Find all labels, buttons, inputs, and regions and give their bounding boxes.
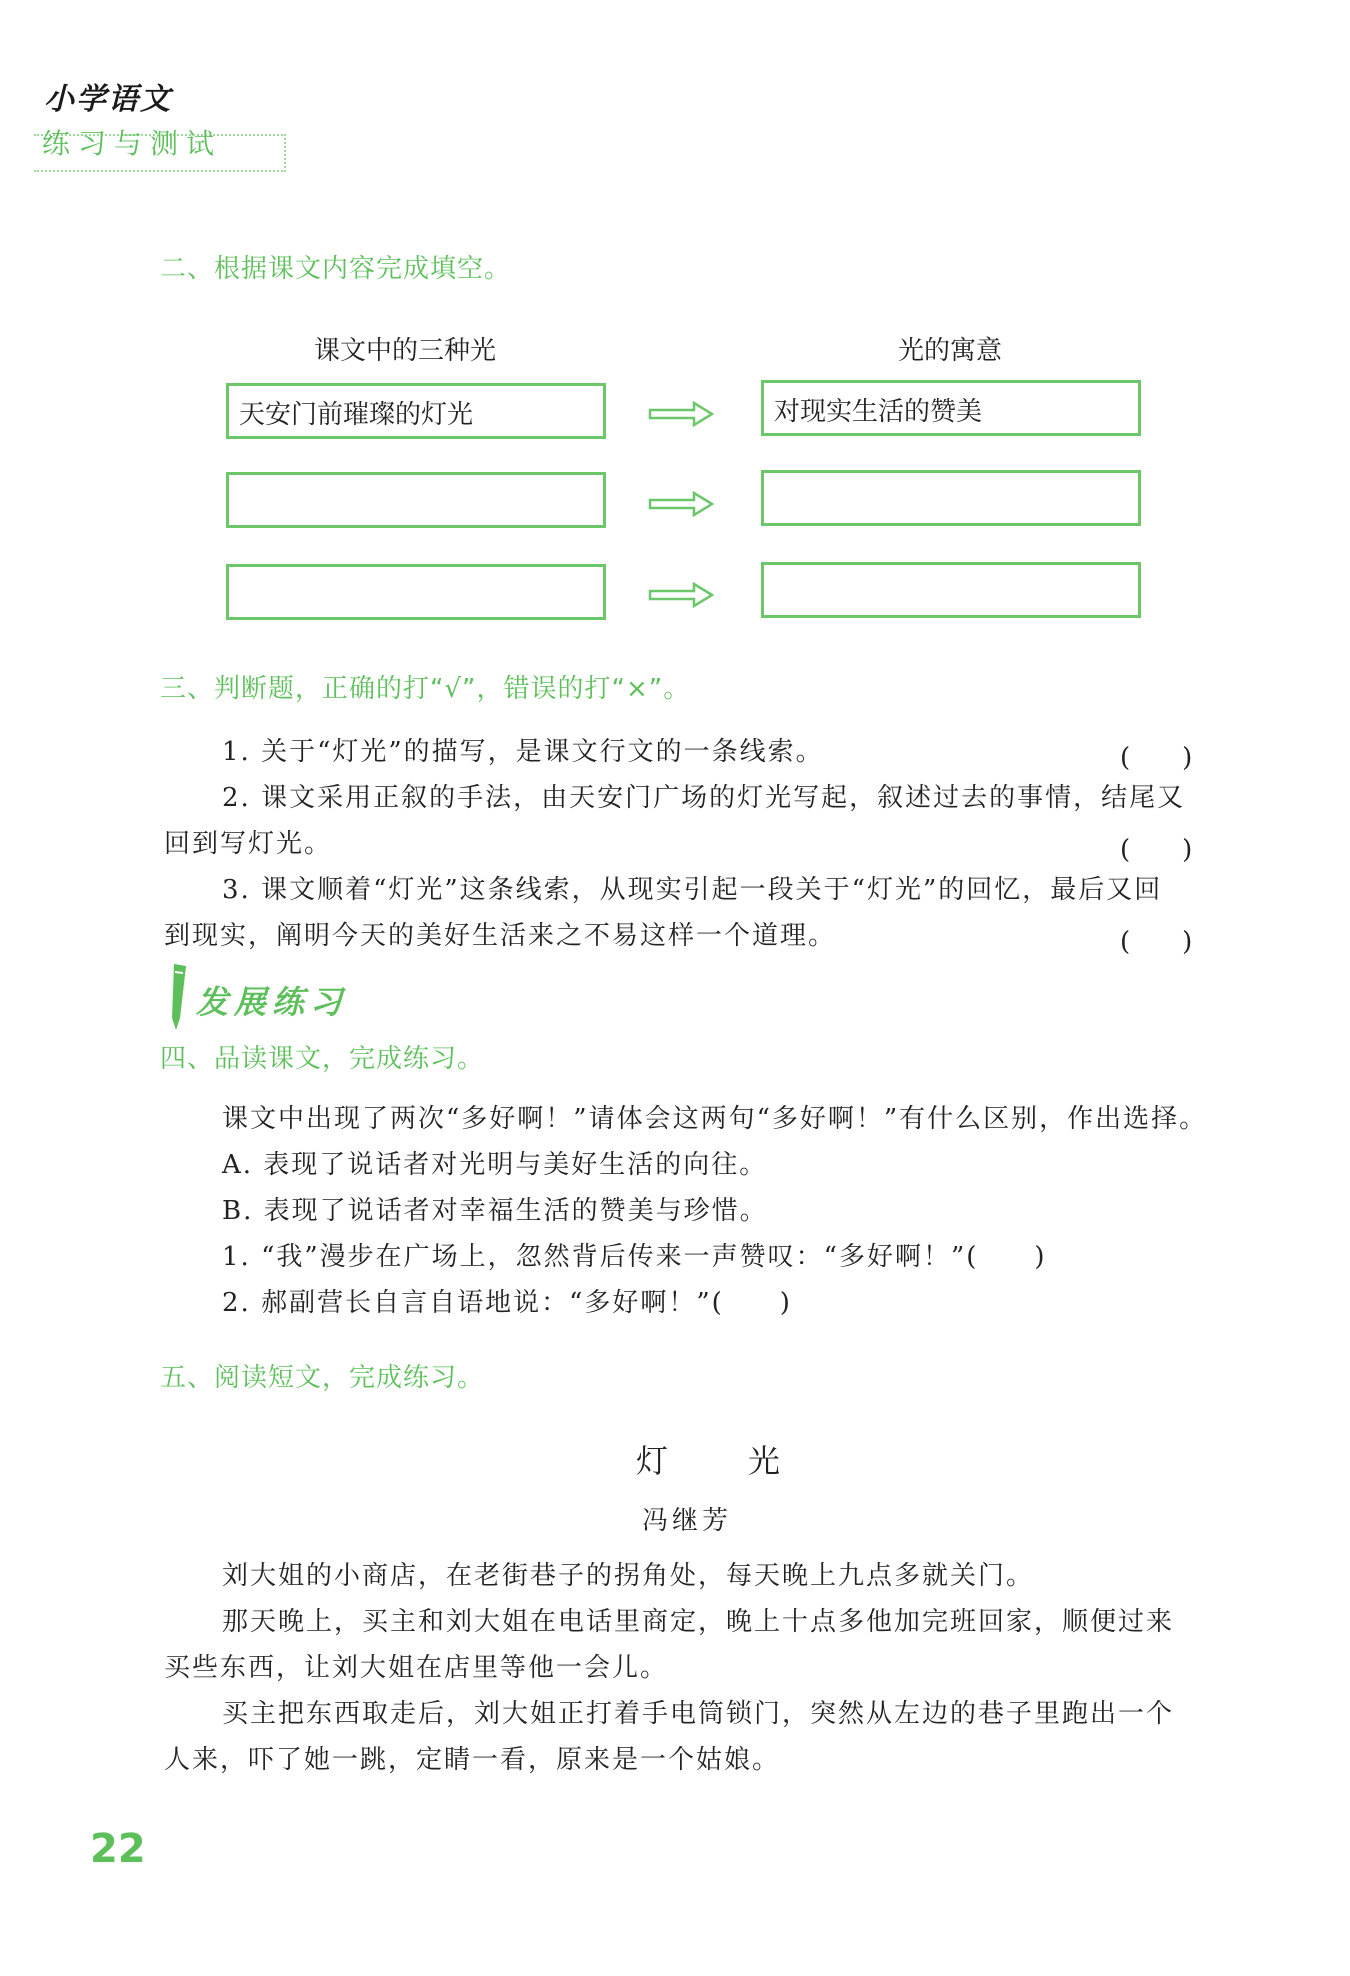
article-author: 冯继芳 [642, 1506, 733, 1536]
meaning-box-1[interactable]: 对现实生活的赞美 [761, 380, 1141, 436]
double-arrow-icon [648, 489, 714, 519]
book-title: 小学语文 [44, 82, 172, 117]
light-type-box-2[interactable] [226, 472, 606, 528]
article-paragraph: 刘大姐的小商店，在老街巷子的拐角处，每天晚上九点多就关门。 [222, 1561, 1035, 1591]
section-4-prompt: 课文中出现了两次“多好啊！”请体会这两句“多好啊！”有什么区别，作出选择。 [222, 1104, 1208, 1134]
meaning-box-2[interactable] [761, 470, 1141, 526]
option-a: A. 表现了说话者对光明与美好生活的向往。 [222, 1150, 768, 1180]
article-paragraph: 那天晚上，买主和刘大姐在电话里商定，晚上十点多他加完班回家，顺便过来 [222, 1607, 1175, 1637]
article-paragraph-cont: 人来，吓了她一跳，定睛一看，原来是一个姑娘。 [164, 1745, 781, 1775]
double-arrow-icon [648, 580, 714, 610]
section-4-title: 四、品读课文，完成练习。 [160, 1044, 485, 1074]
judge-item-2-cont: 回到写灯光。 [164, 829, 333, 859]
answer-blank[interactable]: ( ) [1120, 743, 1193, 773]
book-subtitle: 练习与测试 [42, 127, 223, 160]
judge-item-2: 2. 课文采用正叙的手法，由天安门广场的灯光写起，叙述过去的事情，结尾又 [222, 783, 1186, 813]
left-column-heading: 课文中的三种光 [314, 336, 497, 366]
article-paragraph: 买主把东西取走后，刘大姐正打着手电筒锁门，突然从左边的巷子里跑出一个 [222, 1699, 1175, 1729]
option-b: B. 表现了说话者对幸福生活的赞美与珍惜。 [222, 1196, 768, 1226]
pencil-icon [166, 962, 192, 1032]
right-column-heading: 光的寓意 [898, 336, 1003, 366]
choice-item-2: 2. 郝副营长自言自语地说：“多好啊！”( ) [222, 1288, 792, 1318]
section-3-title: 三、判断题，正确的打“√”，错误的打“×”。 [160, 674, 691, 704]
double-arrow-icon [648, 399, 714, 429]
section-2-title: 二、根据课文内容完成填空。 [160, 254, 512, 284]
judge-item-3-cont: 到现实，阐明今天的美好生活来之不易这样一个道理。 [164, 921, 837, 951]
article-paragraph-cont: 买些东西，让刘大姐在店里等他一会儿。 [164, 1653, 669, 1683]
page-number: 22 [90, 1826, 146, 1872]
light-type-box-1[interactable]: 天安门前璀璨的灯光 [226, 383, 606, 439]
light-type-box-3[interactable] [226, 564, 606, 620]
development-practice-title: 发展练习 [196, 983, 349, 1021]
choice-item-1: 1. “我”漫步在广场上，忽然背后传来一声赞叹：“多好啊！”( ) [222, 1242, 1047, 1272]
answer-blank[interactable]: ( ) [1120, 835, 1193, 865]
answer-blank[interactable]: ( ) [1120, 927, 1193, 957]
section-5-title: 五、阅读短文，完成练习。 [160, 1363, 485, 1393]
meaning-box-3[interactable] [761, 562, 1141, 618]
judge-item-3: 3. 课文顺着“灯光”这条线索，从现实引起一段关于“灯光”的回忆，最后又回 [222, 875, 1163, 905]
article-title: 灯 光 [636, 1442, 805, 1480]
judge-item-1: 1. 关于“灯光”的描写，是课文行文的一条线索。 [222, 737, 824, 767]
